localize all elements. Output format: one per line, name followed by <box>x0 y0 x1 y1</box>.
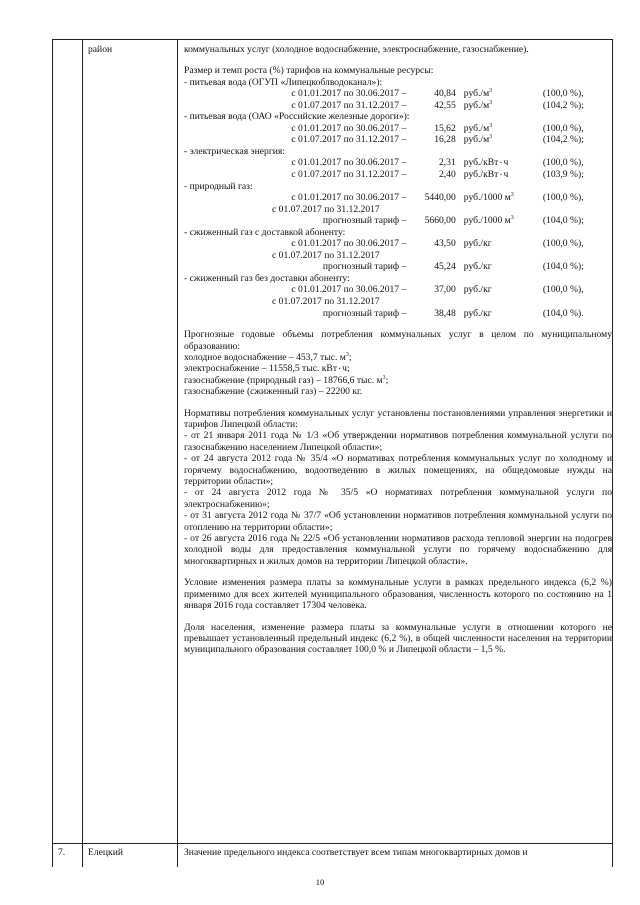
region-description <box>184 44 612 656</box>
population-share-paragraph: Доля населения, изменение размера платы за коммунальные услуги в отношении которого не превышает установленный предельный индекс (6,2 %), в общей численности населения на территории муниципального образования составляет 100,0 % и Липецкой области – 1,5 %. <box>184 621 612 656</box>
region-description: Значение предельного индекса соответствует всем типам многоквартирных домов и <box>184 847 528 858</box>
region-cell: район <box>88 44 113 55</box>
volume-cold-water: холодное водоснабжение – 453,7 тыс. $м^3$; <box>184 351 352 363</box>
utilities-intro: коммунальных услуг (холодное водоснабжение, электроснабжение, газоснабжение). <box>184 44 529 55</box>
region-cell: Елецкий <box>88 847 123 858</box>
page-number: 10 <box>315 877 325 887</box>
tariff-row: прогнозный тариф – 38,48 руб./кг (104,0 %). <box>322 307 584 319</box>
tariff-row: с 01.07.2017 по 31.12.2017 <box>272 203 380 215</box>
tariff-row: с 01.01.2017 по 30.06.2017 – 15,62 $руб./м^3$ (100,0 %), <box>291 122 584 134</box>
volume-electricity: электроснабжение – 11558,5 тыс. кВт٠ч; <box>184 363 350 375</box>
tariff-row: с 01.01.2017 по 30.06.2017 – 40,84 $руб./м^3$ (100,0 %), <box>291 88 584 100</box>
tariff-row: с 01.01.2017 по 30.06.2017 – 5440,00 руб./1000 $м^3$ (100,0 %), <box>291 192 584 203</box>
volume-lpg: газоснабжение (сжиженный газ) – 22200 кг. <box>184 386 363 398</box>
norm-item: - от 24 августа 2012 года № 35/5 «О нормативах потребления коммунальной услуги по электроснабжению»; <box>184 487 612 510</box>
column-divider-1 <box>82 39 83 867</box>
tariff-row: с 01.07.2017 по 31.12.2017 – 2,40 руб./кВт٠ч (103,9 %); <box>291 169 584 180</box>
volume-natural-gas: газоснабжение (природный газ) – 18766,6 тыс. $м^3$; <box>184 374 389 386</box>
tariff-group-title: - сжиженный газ без доставки абоненту: <box>184 272 350 284</box>
tariff-group-title: - сжиженный газ с доставкой абоненту: <box>184 226 346 238</box>
tariff-row: с 01.07.2017 по 31.12.2017 <box>272 249 380 261</box>
tariff-group-title: - питьевая вода (ОГУП «Липецкоблводоканал»): <box>184 76 383 88</box>
volumes-intro: Прогнозные годовые объемы потребления коммунальных услуг в целом по муниципальному образованию: <box>184 329 612 352</box>
tariff-row: прогнозный тариф – 5660,00 руб./1000 $м^3$ (104,0 %); <box>322 215 584 227</box>
table-right-border <box>612 39 613 867</box>
tariff-group-title: - электрическая энергия: <box>184 146 285 157</box>
tariff-group-title: - природный газ: <box>184 180 253 192</box>
condition-paragraph: Условие изменения размера платы за коммунальные услуги в рамках предельного индекса (6,2 %) применимо для всех жителей муниципального образования, численность которого по состоянию на 1 января 2016 года составляет 17304 человека. <box>184 577 612 612</box>
tariff-row: прогнозный тариф – 45,24 руб./кг (104,0 %); <box>322 261 584 273</box>
norm-item: - от 26 августа 2016 года № 22/5 «Об установлении нормативов расхода тепловой энергии на подогрев холодной воды для предоставления коммунальной услуги по горячему водоснабжению для многоквартирных и жилых домов на территории Липецкой области». <box>184 533 612 567</box>
norm-item: - от 31 августа 2012 года № 37/7 «Об установлении нормативов потребления коммунальной услуги по отоплению на территории области»; <box>184 510 612 533</box>
row-separator <box>52 843 613 844</box>
tariffs-heading: Размер и темп роста (%) тарифов на коммунальные ресурсы: <box>184 65 434 77</box>
norms-intro: Нормативы потребления коммунальных услуг установлены постановлениями управления энергетики и тарифов Липецкой области: <box>184 407 612 430</box>
tariff-row: с 01.07.2017 по 31.12.2017 – 42,55 $руб./м^3$ (104,2 %); <box>291 99 584 111</box>
table-left-border <box>52 39 53 867</box>
tariff-row: с 01.07.2017 по 31.12.2017 <box>272 295 380 307</box>
tariff-group-title: - питьевая вода (ОАО «Российские железные дороги»): <box>184 111 410 123</box>
norm-item: - от 24 августа 2012 года № 35/4 «О нормативах потребления коммунальных услуг по холодному и горячему водоснабжению, водоотведению в жилых помещениях, на общедомовые нужды на территории области»; <box>184 453 612 488</box>
tariff-row: с 01.01.2017 по 30.06.2017 – 43,50 руб./кг (100,0 %), <box>291 238 584 250</box>
norm-item: - от 21 января 2011 года № 1/3 «Об утверждении нормативов потребления коммунальной услуги по газоснабжению населением Липецкой области»; <box>184 430 612 453</box>
table-top-border <box>52 39 613 40</box>
column-divider-2 <box>177 39 178 867</box>
tariff-row: с 01.01.2017 по 30.06.2017 – 2,31 руб./кВт٠ч (100,0 %), <box>291 157 584 169</box>
tariff-row: с 01.01.2017 по 30.06.2017 – 37,00 руб./кг (100,0 %), <box>291 284 584 296</box>
tariff-row: с 01.07.2017 по 31.12.2017 – 16,28 $руб./м^3$ (104,2 %); <box>291 134 584 146</box>
row-number: 7. <box>58 847 66 858</box>
